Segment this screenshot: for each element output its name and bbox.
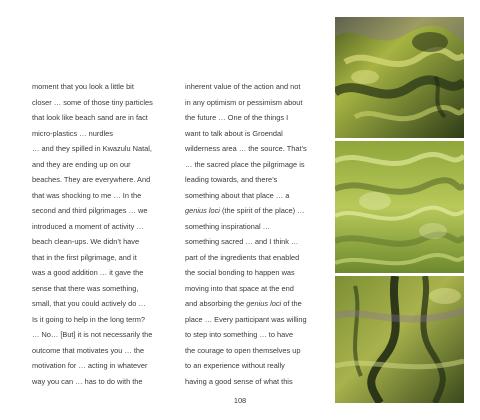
text-line: something inspirational … bbox=[185, 221, 271, 231]
text-line: moment that you look a little bit bbox=[32, 82, 134, 91]
text-line: closer … some of those tiny particles bbox=[32, 97, 153, 107]
text-line: second and third pilgrimages … we bbox=[32, 206, 148, 215]
text-line: was a good addition … it gave the bbox=[32, 268, 144, 277]
text-line: want to talk about is Groendal bbox=[185, 128, 283, 138]
text-line: and they are ending up on our bbox=[32, 159, 131, 169]
text-line: moving into that space at the end bbox=[185, 283, 294, 293]
text-line: outcome that motivates you … the bbox=[32, 345, 145, 355]
photo-strip bbox=[335, 17, 464, 403]
text-line: … the sacred place the pilgrimage is bbox=[185, 159, 305, 169]
text-line: way you can … has to do with the bbox=[32, 376, 143, 386]
text-line: the courage to open themselves up bbox=[185, 345, 301, 355]
text-line: to step into something … to have bbox=[185, 330, 294, 339]
text-line: leading towards, and there’s bbox=[185, 175, 278, 184]
text-line: wilderness area … the source. That’s bbox=[185, 144, 307, 153]
text-line: something about that place … a bbox=[185, 190, 290, 200]
text-line: inherent value of the action and not bbox=[185, 82, 301, 91]
text-line: something sacred … and I think … bbox=[185, 237, 299, 246]
text-line: that in the first pilgrimage, and it bbox=[32, 252, 137, 262]
text-fragment: and absorbing the bbox=[185, 299, 247, 308]
dark-reed-reflection-photo bbox=[335, 276, 464, 403]
page-number: 108 bbox=[233, 396, 247, 405]
italic-term: genius loci bbox=[185, 206, 220, 215]
text-line: the future … One of the things I bbox=[185, 113, 289, 122]
text-line: Is it going to help in the long term? bbox=[32, 314, 145, 324]
green-water-ripple-photo bbox=[335, 141, 464, 273]
italic-term: genius loci bbox=[246, 299, 282, 308]
text-line: … and they spilled in Kwazulu Natal, bbox=[32, 144, 152, 153]
left-text-column bbox=[32, 79, 160, 389]
text-line: … No… [But] it is not necessarily the bbox=[32, 330, 153, 339]
text-line: to an experience without really bbox=[185, 361, 285, 370]
text-line: the social bonding to happen was bbox=[185, 268, 295, 277]
text-line: that was shocking to me … In the bbox=[32, 190, 142, 200]
text-line: having a good sense of what this bbox=[185, 376, 293, 386]
text-line bbox=[185, 203, 313, 219]
right-text-column bbox=[185, 79, 313, 389]
text-line: beach clean-ups. We didn’t have bbox=[32, 237, 140, 246]
text-line: in any optimism or pessimism about bbox=[185, 97, 303, 107]
text-line: motivation for … acting in whatever bbox=[32, 361, 148, 370]
text-line: micro-plastics … nurdles bbox=[32, 128, 113, 138]
green-water-reflection-photo bbox=[335, 17, 464, 138]
text-line: beaches. They are everywhere. And bbox=[32, 175, 151, 184]
text-fragment: (the spirit of the place) … bbox=[219, 206, 305, 215]
text-fragment: of the bbox=[281, 299, 302, 308]
text-line: place … Every participant was willing bbox=[185, 314, 307, 324]
text-line: introduced a moment of activity … bbox=[32, 221, 144, 231]
text-line: that look like beach sand are in fact bbox=[32, 113, 148, 122]
text-line: small, that you could actively do … bbox=[32, 299, 146, 308]
text-line: part of the ingredients that enabled bbox=[185, 252, 300, 262]
text-line bbox=[185, 296, 313, 312]
text-line: sense that there was something, bbox=[32, 283, 139, 293]
